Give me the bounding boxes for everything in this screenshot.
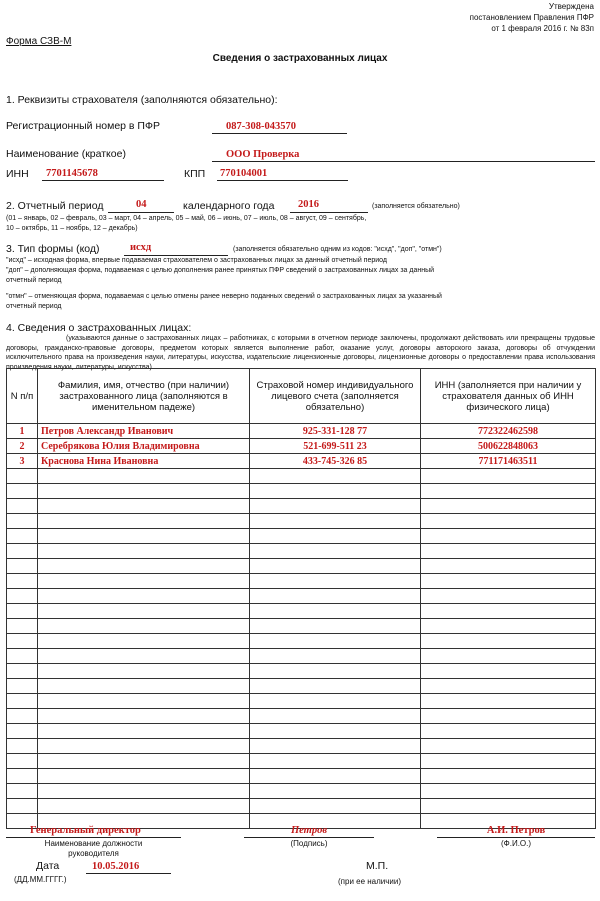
row-snils[interactable] xyxy=(250,754,421,769)
org-name-label: Наименование (краткое) xyxy=(6,148,126,160)
row-snils[interactable] xyxy=(250,634,421,649)
row-inn[interactable] xyxy=(421,694,596,709)
empty-table-row xyxy=(7,619,596,634)
row-number[interactable] xyxy=(7,499,38,514)
row-snils[interactable] xyxy=(250,469,421,484)
row-snils[interactable] xyxy=(250,784,421,799)
col-number-header: N п/п xyxy=(7,369,38,424)
empty-table-row xyxy=(7,724,596,739)
empty-table-row xyxy=(7,499,596,514)
fio-caption: (Ф.И.О.) xyxy=(500,839,532,848)
org-name-value[interactable]: ООО Проверка xyxy=(226,149,300,160)
row-inn[interactable] xyxy=(421,469,596,484)
kpp-underline xyxy=(217,180,348,181)
stamp-caption: (при ее наличии) xyxy=(338,877,402,886)
fio-value[interactable]: А.И. Петров xyxy=(486,825,546,836)
empty-table-row xyxy=(7,784,596,799)
row-fio[interactable] xyxy=(38,769,250,784)
row-number[interactable] xyxy=(7,574,38,589)
inn-underline xyxy=(42,180,164,181)
report-period-underline xyxy=(108,212,174,213)
empty-table-row xyxy=(7,799,596,814)
empty-table-row xyxy=(7,574,596,589)
form-type-value[interactable]: исхд xyxy=(130,242,152,253)
row-number[interactable] xyxy=(7,544,38,559)
row-inn[interactable] xyxy=(421,664,596,679)
row-snils[interactable]: 925-331-128 77 xyxy=(250,424,421,439)
position-caption-2: руководителя xyxy=(68,849,119,858)
fio-underline xyxy=(437,837,595,838)
section4-heading: 4. Сведения о застрахованных лицах: xyxy=(6,322,192,334)
empty-table-row xyxy=(7,694,596,709)
row-number[interactable] xyxy=(7,799,38,814)
row-inn[interactable] xyxy=(421,649,596,664)
row-inn[interactable] xyxy=(421,559,596,574)
form-type-isxd: "исхд" – исходная форма, впервые подаваемая страхователем о застрахованных лицах за данный отчетный период xyxy=(6,257,387,264)
signature-caption: (Подпись) xyxy=(290,839,328,848)
empty-table-row xyxy=(7,664,596,679)
row-inn[interactable] xyxy=(421,514,596,529)
row-fio[interactable] xyxy=(38,754,250,769)
row-inn[interactable]: 500622848063 xyxy=(421,439,596,454)
row-snils[interactable] xyxy=(250,799,421,814)
stamp-label: М.П. xyxy=(366,860,389,872)
row-fio[interactable] xyxy=(38,544,250,559)
row-number[interactable] xyxy=(7,619,38,634)
page-title: Сведения о застрахованных лицах xyxy=(212,53,388,64)
report-period-label: 2. Отчетный период xyxy=(6,200,104,212)
empty-table-row xyxy=(7,469,596,484)
table-row xyxy=(7,424,596,439)
row-fio[interactable] xyxy=(38,469,250,484)
approval-line-3: от 1 февраля 2016 г. № 83п xyxy=(491,24,594,33)
position-caption-1: Наименование должности xyxy=(44,839,143,848)
period-codes-line-2: 10 – октябрь, 11 – ноябрь, 12 – декабрь) xyxy=(6,225,138,232)
kpp-label: КПП xyxy=(184,168,206,180)
row-fio[interactable] xyxy=(38,634,250,649)
row-number[interactable]: 1 xyxy=(7,424,38,439)
row-snils[interactable]: 433-745-326 85 xyxy=(250,454,421,469)
insured-persons-table xyxy=(6,368,596,829)
form-type-dop-2: отчетный период xyxy=(6,277,62,284)
row-fio[interactable]: Серебрякова Юлия Владимировна xyxy=(38,439,250,454)
empty-table-row xyxy=(7,679,596,694)
row-inn[interactable] xyxy=(421,709,596,724)
date-value[interactable]: 10.05.2016 xyxy=(92,861,140,872)
date-caption: (ДД.ММ.ГГГГ.) xyxy=(14,875,67,884)
row-snils[interactable] xyxy=(250,664,421,679)
row-number[interactable] xyxy=(7,769,38,784)
row-fio[interactable] xyxy=(38,619,250,634)
date-label: Дата xyxy=(36,860,60,872)
form-type-label: 3. Тип формы (код) xyxy=(6,243,100,255)
row-snils[interactable] xyxy=(250,619,421,634)
inn-label: ИНН xyxy=(6,168,29,180)
period-codes-line-1: (01 – январь, 02 – февраль, 03 – март, 04 – апрель, 05 – май, 06 – июнь, 07 – июль, 08 – август, 09 – сентябрь, xyxy=(6,215,367,222)
form-name: Форма СЗВ-М xyxy=(6,36,72,47)
row-inn[interactable] xyxy=(421,724,596,739)
row-number[interactable] xyxy=(7,679,38,694)
row-inn[interactable] xyxy=(421,769,596,784)
reg-number-underline xyxy=(212,133,347,134)
row-inn[interactable]: 771171463511 xyxy=(421,454,596,469)
position-value[interactable]: Генеральный директор xyxy=(30,825,141,836)
row-number[interactable]: 3 xyxy=(7,454,38,469)
signature-underline xyxy=(244,837,374,838)
row-number[interactable] xyxy=(7,514,38,529)
row-number[interactable] xyxy=(7,709,38,724)
row-number[interactable] xyxy=(7,469,38,484)
row-fio[interactable] xyxy=(38,784,250,799)
row-inn[interactable] xyxy=(421,679,596,694)
row-snils[interactable] xyxy=(250,694,421,709)
row-snils[interactable] xyxy=(250,739,421,754)
row-fio[interactable] xyxy=(38,529,250,544)
col-inn-header: ИНН (заполняется при наличии у страхователя данных об ИНН физического лица) xyxy=(421,369,596,424)
table-row xyxy=(7,439,596,454)
inn-value[interactable]: 7701145678 xyxy=(46,168,98,179)
row-snils[interactable] xyxy=(250,514,421,529)
date-underline xyxy=(86,873,171,874)
form-type-dop-1: "доп" – дополняющая форма, подаваемая с целью дополнения ранее принятых ПФР сведений о застрахованных лицах за данный xyxy=(6,267,435,274)
row-fio[interactable] xyxy=(38,724,250,739)
empty-table-row xyxy=(7,649,596,664)
approval-line-2: постановлением Правления ПФР xyxy=(469,13,594,22)
row-snils[interactable] xyxy=(250,529,421,544)
signature-value[interactable]: Петров xyxy=(290,825,328,836)
row-fio[interactable] xyxy=(38,679,250,694)
row-inn[interactable] xyxy=(421,484,596,499)
row-number[interactable] xyxy=(7,559,38,574)
row-snils[interactable]: 521-699-511 23 xyxy=(250,439,421,454)
row-snils[interactable] xyxy=(250,589,421,604)
row-number[interactable] xyxy=(7,724,38,739)
row-snils[interactable] xyxy=(250,679,421,694)
row-fio[interactable]: Петров Александр Иванович xyxy=(38,424,250,439)
row-number[interactable] xyxy=(7,649,38,664)
empty-table-row xyxy=(7,529,596,544)
position-underline xyxy=(6,837,181,838)
row-fio[interactable] xyxy=(38,589,250,604)
row-number[interactable] xyxy=(7,484,38,499)
form-type-note: (заполняется обязательно одним из кодов: "исхд", "доп", "отмн") xyxy=(233,246,442,253)
empty-table-row xyxy=(7,634,596,649)
empty-table-row xyxy=(7,754,596,769)
empty-table-row xyxy=(7,604,596,619)
row-inn[interactable] xyxy=(421,634,596,649)
row-inn[interactable] xyxy=(421,589,596,604)
row-inn[interactable] xyxy=(421,604,596,619)
form-type-otmn-2: отчетный период xyxy=(6,303,62,310)
row-fio[interactable] xyxy=(38,514,250,529)
row-fio[interactable] xyxy=(38,649,250,664)
form-type-otmn-1: "отмн" – отменяющая форма, подаваемая с целью отмены ранее неверно поданных сведений о застрахованных лицах за указанный xyxy=(6,293,442,300)
calendar-year-underline xyxy=(290,212,368,213)
kpp-value[interactable]: 770104001 xyxy=(220,168,268,179)
empty-table-row xyxy=(7,559,596,574)
row-number[interactable] xyxy=(7,529,38,544)
calendar-year-label: календарного года xyxy=(183,200,275,212)
row-number[interactable] xyxy=(7,604,38,619)
row-inn[interactable] xyxy=(421,619,596,634)
row-number[interactable] xyxy=(7,739,38,754)
row-number[interactable] xyxy=(7,754,38,769)
row-number[interactable] xyxy=(7,589,38,604)
row-inn[interactable] xyxy=(421,799,596,814)
row-fio[interactable] xyxy=(38,709,250,724)
row-fio[interactable] xyxy=(38,694,250,709)
row-inn[interactable] xyxy=(421,574,596,589)
approval-line-1: Утверждена xyxy=(548,2,594,11)
row-fio[interactable] xyxy=(38,574,250,589)
row-number[interactable] xyxy=(7,664,38,679)
empty-table-row xyxy=(7,544,596,559)
row-inn[interactable] xyxy=(421,784,596,799)
row-fio[interactable] xyxy=(38,559,250,574)
row-number[interactable] xyxy=(7,784,38,799)
row-snils[interactable] xyxy=(250,559,421,574)
row-snils[interactable] xyxy=(250,649,421,664)
empty-table-row xyxy=(7,709,596,724)
row-inn[interactable] xyxy=(421,754,596,769)
section4-description: (указываются данные о застрахованных лицах – работниках, с которыми в отчетном периоде заключены, продолжают действовать или прекращены трудовые договоры, гражданско-правовые договоры, предметом которых является выполнение работ, оказание услуг, договоры авторского заказа, договоры об отчуждении исключительного права на произведения науки, литературы, искусства, издательские лицензионные договоры, лицензионные договоры о предоставлении права использования произведения науки, литературы, искусства) xyxy=(6,335,595,371)
row-fio[interactable] xyxy=(38,604,250,619)
section1-heading: 1. Реквизиты страхователя (заполняются обязательно): xyxy=(6,94,278,106)
row-inn[interactable] xyxy=(421,499,596,514)
row-snils[interactable] xyxy=(250,574,421,589)
row-fio[interactable] xyxy=(38,739,250,754)
row-snils[interactable] xyxy=(250,769,421,784)
row-inn[interactable] xyxy=(421,739,596,754)
row-number[interactable]: 2 xyxy=(7,439,38,454)
empty-table-row xyxy=(7,589,596,604)
col-fio-header: Фамилия, имя, отчество (при наличии) застрахованного лица (заполняются в именительном падеже) xyxy=(38,369,250,424)
row-snils[interactable] xyxy=(250,724,421,739)
table-row xyxy=(7,454,596,469)
empty-table-row xyxy=(7,484,596,499)
empty-table-row xyxy=(7,514,596,529)
row-fio[interactable] xyxy=(38,664,250,679)
row-inn[interactable] xyxy=(421,544,596,559)
org-name-underline xyxy=(212,161,595,162)
empty-table-row xyxy=(7,739,596,754)
row-snils[interactable] xyxy=(250,544,421,559)
row-fio[interactable] xyxy=(38,799,250,814)
row-number[interactable] xyxy=(7,694,38,709)
row-snils[interactable] xyxy=(250,499,421,514)
calendar-year-value[interactable]: 2016 xyxy=(298,199,319,210)
period-required-note: (заполняется обязательно) xyxy=(372,203,460,210)
col-snils-header: Страховой номер индивидуального лицевого счета (заполняется обязательно) xyxy=(250,369,421,424)
row-inn[interactable] xyxy=(421,529,596,544)
row-snils[interactable] xyxy=(250,604,421,619)
row-inn[interactable]: 772322462598 xyxy=(421,424,596,439)
report-period-value[interactable]: 04 xyxy=(136,199,147,210)
row-fio[interactable] xyxy=(38,484,250,499)
row-number[interactable] xyxy=(7,634,38,649)
row-snils[interactable] xyxy=(250,709,421,724)
row-fio[interactable] xyxy=(38,499,250,514)
row-fio[interactable]: Краснова Нина Ивановна xyxy=(38,454,250,469)
row-snils[interactable] xyxy=(250,484,421,499)
reg-number-value[interactable]: 087-308-043570 xyxy=(226,121,296,132)
reg-number-label: Регистрационный номер в ПФР xyxy=(6,120,160,132)
empty-table-row xyxy=(7,769,596,784)
